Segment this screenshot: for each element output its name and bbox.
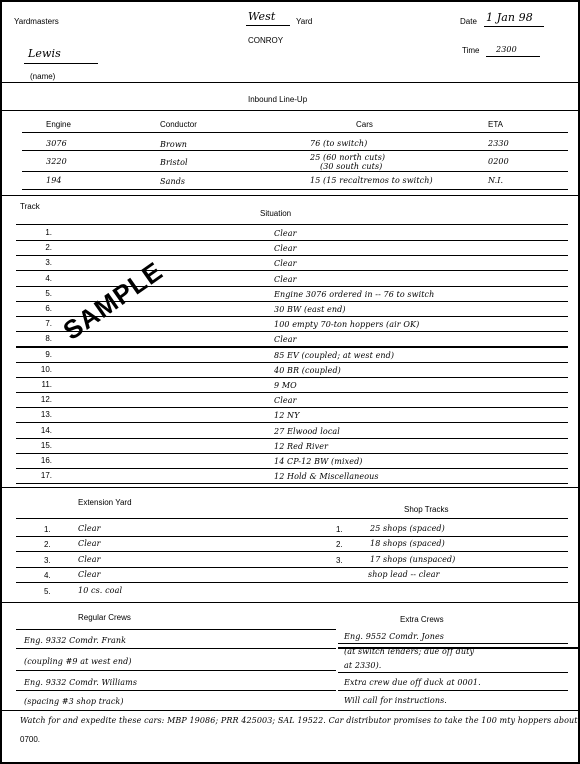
track-situation: Clear: [274, 396, 297, 405]
track-number: 4.: [45, 274, 52, 283]
track-label: Track: [20, 202, 40, 211]
track-number: 17.: [40, 471, 52, 480]
track-situation: 12 Hold & Miscellaneous: [274, 472, 379, 481]
situation-label: Situation: [260, 209, 292, 218]
extension-row-line: [16, 551, 568, 552]
track-number: 16.: [40, 456, 52, 465]
yardmaster-name-underline: [24, 63, 98, 64]
col-engine: Engine: [46, 120, 71, 129]
track-row-line: [16, 362, 568, 363]
track-number: 13.: [40, 410, 52, 419]
track-number: 1.: [45, 228, 52, 237]
track-number: 8.: [45, 334, 52, 343]
yard-name-underline: [246, 25, 290, 26]
divider: [2, 82, 578, 83]
name-caption: (name): [30, 72, 56, 81]
regular-crews-title: Regular Crews: [78, 613, 131, 622]
inbound-conductor: Sands: [160, 177, 186, 186]
extension-value: Clear: [78, 570, 101, 579]
extension-number: 4.: [44, 571, 51, 580]
track-row-line: [16, 407, 568, 408]
track-number: 9.: [45, 350, 52, 359]
divider: [16, 690, 336, 691]
track-row-line: [16, 270, 568, 271]
divider: [338, 672, 568, 673]
track-row-line: [16, 240, 568, 241]
divider: [16, 648, 336, 649]
track-number: 15.: [40, 441, 52, 450]
extra-crew-line: Extra crew due off duck at 0001.: [344, 678, 481, 687]
inbound-cars: 25 (60 north cuts): [310, 153, 386, 162]
railroad-name: CONROY: [248, 36, 284, 45]
divider: [338, 643, 568, 644]
track-number: 2.: [45, 243, 52, 252]
divider: [16, 518, 568, 519]
sample-stamp: SAMPLE: [57, 255, 169, 346]
extension-value: Clear: [78, 524, 101, 533]
time-value: 2300: [496, 45, 517, 54]
regular-crew-line: Eng. 9332 Comdr. Frank: [24, 636, 127, 645]
extension-number: 1.: [44, 525, 51, 534]
track-situation: 12 Red River: [274, 442, 329, 451]
shop-number: 2.: [336, 540, 343, 549]
extension-value: Clear: [78, 555, 101, 564]
extra-crews-title: Extra Crews: [400, 615, 444, 624]
inbound-engine: 3220: [46, 157, 67, 166]
track-situation: Clear: [274, 244, 297, 253]
shop-value: shop lead -- clear: [368, 570, 440, 579]
track-situation: 30 BW (east end): [274, 305, 346, 314]
track-number: 11.: [41, 380, 52, 389]
track-situation: Engine 3076 ordered in -- 76 to switch: [274, 290, 435, 299]
track-row-line: [16, 316, 568, 317]
divider: [338, 690, 568, 691]
extra-crew-line: at 2330).: [344, 661, 382, 670]
track-row-line: [16, 468, 568, 469]
divider: [16, 670, 336, 671]
track-number: 5.: [45, 289, 52, 298]
track-row-line: [16, 255, 568, 256]
track-row-line: [16, 377, 568, 378]
track-number: 3.: [45, 258, 52, 267]
inbound-eta: N.I.: [488, 176, 504, 185]
shop-title: Shop Tracks: [404, 505, 449, 514]
track-row-line: [16, 453, 568, 454]
inbound-conductor: Bristol: [160, 158, 188, 167]
shop-value: 25 shops (spaced): [370, 524, 445, 533]
extra-crew-line: (at switch lenders; due off duty: [344, 647, 475, 656]
shop-number: 3.: [336, 556, 343, 565]
extension-value: Clear: [78, 539, 101, 548]
inbound-engine: 194: [46, 176, 62, 185]
divider: [338, 647, 578, 649]
divider: [16, 224, 568, 225]
inbound-eta: 0200: [488, 157, 509, 166]
extension-row-line: [16, 536, 568, 537]
track-situation: 40 BR (coupled): [274, 366, 341, 375]
date-value: 1 Jan 98: [486, 11, 533, 24]
track-row-line: [16, 438, 568, 439]
inbound-engine: 3076: [46, 139, 67, 148]
inbound-cars: 15 (15 recaltremos to switch): [310, 176, 433, 185]
inbound-cars-extra: (30 south cuts): [320, 162, 383, 171]
track-situation: Clear: [274, 259, 297, 268]
track-row-line: [16, 422, 568, 423]
track-situation: 100 empty 70-ton hoppers (air OK): [274, 320, 420, 329]
col-eta: ETA: [488, 120, 503, 129]
track-row-line: [16, 483, 568, 484]
yard-label: Yard: [296, 17, 313, 26]
extension-title: Extension Yard: [78, 498, 132, 507]
yardmasters-label: Yardmasters: [14, 17, 59, 26]
col-cars: Cars: [356, 120, 373, 129]
yardmaster-name: Lewis: [28, 47, 61, 60]
track-number: 14.: [40, 426, 52, 435]
inbound-title: Inbound Line-Up: [248, 95, 308, 104]
divider: [22, 150, 568, 151]
track-row-line: [16, 286, 568, 287]
shop-number: 1.: [336, 525, 343, 534]
col-conductor: Conductor: [160, 120, 197, 129]
track-situation: 12 NY: [274, 411, 300, 420]
divider: [2, 110, 578, 111]
track-situation: Clear: [274, 335, 297, 344]
shop-value: 18 shops (spaced): [370, 539, 445, 548]
extra-crew-line: Eng. 9552 Comdr. Jones: [344, 632, 444, 641]
track-situation: 85 EV (coupled; at west end): [274, 351, 395, 360]
extension-value: 10 cs. coal: [78, 586, 123, 595]
track-number: 6.: [45, 304, 52, 313]
track-situation: Clear: [274, 275, 297, 284]
track-number: 7.: [45, 319, 52, 328]
inbound-cars: 76 (to switch): [310, 139, 368, 148]
track-number: 12.: [40, 395, 52, 404]
track-situation: Clear: [274, 229, 297, 238]
regular-crew-line: Eng. 9332 Comdr. Williams: [24, 678, 138, 687]
track-situation: 27 Elwood local: [274, 427, 340, 436]
divider: [22, 171, 568, 172]
inbound-eta: 2330: [488, 139, 509, 148]
extension-number: 5.: [44, 587, 51, 596]
track-row-line: [16, 392, 568, 393]
footer-note-line1: Watch for and expedite these cars: MBP 19086; PRR 425003; SAL 19522. Car distributor promises to take the 100 mty hoppers about: [20, 716, 578, 725]
extension-number: 3.: [44, 556, 51, 565]
divider: [2, 710, 578, 711]
footer-note-line2: 0700.: [20, 735, 41, 744]
track-row-line: [16, 331, 568, 332]
date-underline: [484, 26, 544, 27]
divider: [2, 195, 578, 196]
time-underline: [486, 56, 540, 57]
extension-row-line: [16, 582, 568, 583]
date-label: Date: [460, 17, 477, 26]
regular-crew-line: (spacing #3 shop track): [24, 697, 124, 706]
track-row-line: [16, 346, 568, 348]
divider: [22, 189, 568, 190]
yard-name: West: [248, 10, 276, 23]
track-row-line: [16, 301, 568, 302]
regular-crew-line: (coupling #9 at west end): [24, 657, 132, 666]
divider: [2, 602, 578, 603]
extension-number: 2.: [44, 540, 51, 549]
divider: [22, 132, 568, 133]
divider: [2, 487, 578, 488]
divider: [16, 629, 336, 630]
time-label: Time: [462, 46, 480, 55]
track-number: 10.: [40, 365, 52, 374]
track-situation: 14 CP-12 BW (mixed): [274, 457, 363, 466]
shop-value: 17 shops (unspaced): [370, 555, 456, 564]
inbound-conductor: Brown: [160, 140, 188, 149]
extension-row-line: [16, 567, 568, 568]
track-situation: 9 MO: [274, 381, 297, 390]
extra-crew-line: Will call for instructions.: [344, 696, 447, 705]
